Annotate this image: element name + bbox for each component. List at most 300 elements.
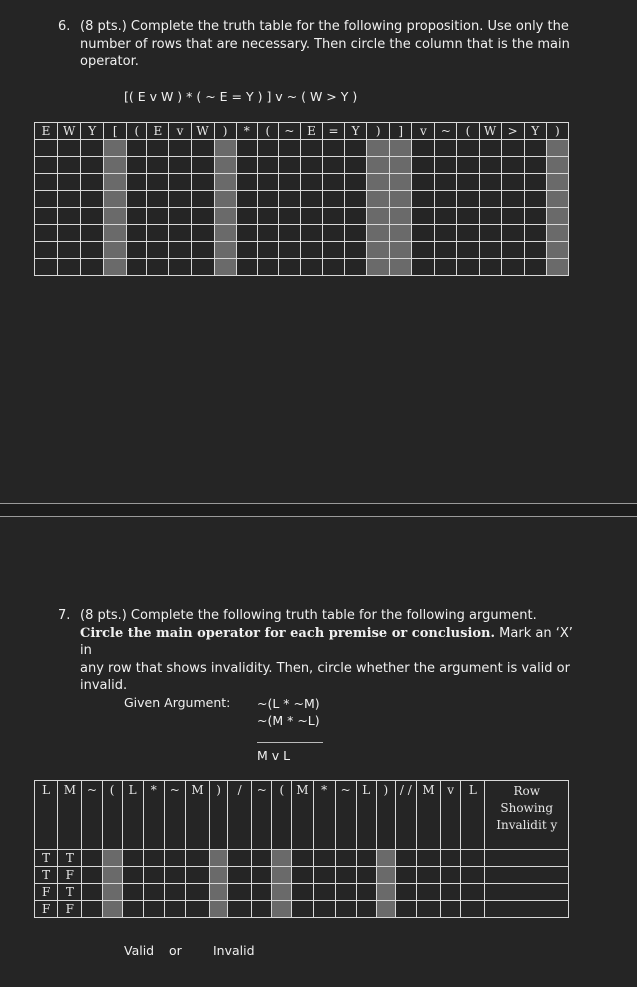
q6-cell[interactable] [214,208,236,225]
q7-cell[interactable] [292,867,313,884]
q6-cell[interactable] [81,191,104,208]
q7-cell[interactable] [395,884,416,901]
q7-header-cell: M [58,781,82,850]
q6-cell[interactable] [191,225,214,242]
q6-cell[interactable] [169,157,191,174]
q6-cell[interactable] [524,140,546,157]
q6-cell[interactable] [501,242,524,259]
q6-cell[interactable] [278,140,300,157]
q6-cell[interactable] [345,191,367,208]
q6-cell[interactable] [457,157,479,174]
q7-cell[interactable] [252,867,272,884]
q7-cell[interactable] [461,884,485,901]
q6-cell[interactable] [257,259,278,276]
q6-cell[interactable] [257,208,278,225]
q6-cell[interactable] [191,259,214,276]
q6-cell[interactable] [345,259,367,276]
q6-cell[interactable] [257,191,278,208]
q6-cell[interactable] [412,225,435,242]
q6-cell[interactable] [524,259,546,276]
q7-cell[interactable] [82,901,102,918]
q6-cell[interactable] [501,208,524,225]
q6-cell[interactable] [127,242,147,259]
q6-cell[interactable] [524,208,546,225]
q6-cell[interactable] [546,259,568,276]
q6-cell[interactable] [169,191,191,208]
q6-cell[interactable] [214,242,236,259]
q7-cell[interactable] [335,850,356,867]
q7-cell[interactable] [416,867,440,884]
q7-cell[interactable] [416,901,440,918]
q6-cell[interactable] [390,259,412,276]
q6-cell[interactable] [546,208,568,225]
q6-cell[interactable] [81,157,104,174]
q7-cell[interactable] [82,850,102,867]
q7-cell[interactable] [210,884,228,901]
q6-cell[interactable] [479,174,501,191]
q6-cell[interactable] [412,140,435,157]
q6-cell[interactable] [546,242,568,259]
q6-cell[interactable] [412,208,435,225]
q7-cell[interactable] [228,884,252,901]
q7-cell[interactable] [82,867,102,884]
q6-cell[interactable] [58,140,81,157]
q7-header-cell: * [143,781,164,850]
q6-cell[interactable] [300,225,322,242]
q6-cell[interactable] [546,174,568,191]
q6-cell[interactable] [546,157,568,174]
q6-cell[interactable] [367,242,390,259]
q6-cell[interactable] [169,208,191,225]
q6-cell[interactable] [127,174,147,191]
q6-cell[interactable] [300,191,322,208]
q7-cell[interactable] [210,867,228,884]
q6-cell[interactable] [435,174,457,191]
q7-invalid-mark-cell[interactable] [485,901,569,918]
q6-cell[interactable] [104,225,127,242]
q7-cell[interactable] [356,901,376,918]
q6-cell[interactable] [435,140,457,157]
q6-cell[interactable] [457,140,479,157]
conclusion-line [257,742,323,743]
q7-cell[interactable] [252,850,272,867]
q7-line2 [80,625,580,660]
q6-cell[interactable] [169,140,191,157]
q6-number: 6. [58,19,71,34]
valid-option[interactable]: Valid [124,943,155,958]
q6-cell[interactable] [412,157,435,174]
q6-cell[interactable] [367,191,390,208]
q6-cell[interactable] [300,157,322,174]
q6-cell[interactable] [457,259,479,276]
q6-cell[interactable] [147,242,169,259]
q6-cell[interactable] [501,259,524,276]
q6-cell[interactable] [435,157,457,174]
q7-cell[interactable] [356,867,376,884]
q7-cell[interactable] [185,901,209,918]
q7-cell[interactable] [143,867,164,884]
conclusion: M v L [257,748,291,763]
q7-cell[interactable] [102,884,122,901]
q6-cell[interactable] [191,174,214,191]
q7-cell[interactable] [228,850,252,867]
q6-cell[interactable] [546,140,568,157]
q7-cell[interactable] [210,850,228,867]
q6-cell[interactable] [127,259,147,276]
q6-cell[interactable] [479,140,501,157]
q6-cell[interactable] [257,242,278,259]
premise-1: ~(L * ~M) [257,696,320,711]
q6-cell[interactable] [345,174,367,191]
q6-cell[interactable] [479,242,501,259]
q6-cell[interactable] [35,242,58,259]
q7-cell[interactable] [164,867,185,884]
q6-cell[interactable] [147,140,169,157]
q6-cell[interactable] [390,157,412,174]
q6-cell[interactable] [278,191,300,208]
q6-cell[interactable] [147,157,169,174]
q6-cell[interactable] [457,174,479,191]
q6-cell[interactable] [169,242,191,259]
q7-cell[interactable] [272,901,292,918]
q6-cell[interactable] [58,191,81,208]
q6-cell[interactable] [300,259,322,276]
q6-cell[interactable] [323,259,345,276]
q6-cell[interactable] [278,208,300,225]
q6-cell[interactable] [524,225,546,242]
q6-cell[interactable] [323,157,345,174]
q7-cell[interactable] [122,850,143,867]
q6-line1: (8 pts.) Complete the truth table for the following proposition. Use only the [80,19,569,34]
q6-cell[interactable] [191,208,214,225]
q6-cell[interactable] [435,242,457,259]
q6-cell[interactable] [236,140,257,157]
q6-cell[interactable] [457,225,479,242]
q7-cell[interactable] [335,867,356,884]
q7-table-row [35,850,569,867]
q7-cell[interactable] [292,850,313,867]
q6-header-cell: * [236,123,257,140]
q6-cell[interactable] [457,208,479,225]
q6-cell[interactable] [81,140,104,157]
q6-cell[interactable] [345,140,367,157]
q6-cell[interactable] [127,225,147,242]
q6-header-cell: v [169,123,191,140]
q6-cell[interactable] [278,242,300,259]
q6-cell[interactable] [147,208,169,225]
q7-invalid-mark-cell[interactable] [485,850,569,867]
q6-cell[interactable] [524,157,546,174]
q7-cell[interactable] [356,884,376,901]
q7-cell[interactable] [376,901,395,918]
q7-invalid-mark-cell[interactable] [485,884,569,901]
q6-cell[interactable] [169,225,191,242]
q6-cell[interactable] [323,208,345,225]
q7-cell[interactable] [335,884,356,901]
q7-cell[interactable] [313,901,335,918]
q6-cell[interactable] [479,259,501,276]
q6-cell[interactable] [390,174,412,191]
q6-cell[interactable] [435,225,457,242]
q6-cell[interactable] [479,225,501,242]
q6-cell[interactable] [81,208,104,225]
q6-cell[interactable] [127,208,147,225]
q6-cell[interactable] [58,242,81,259]
q6-cell[interactable] [214,157,236,174]
q7-header-cell: L [461,781,485,850]
q7-cell[interactable] [228,867,252,884]
q6-cell[interactable] [147,259,169,276]
q7-cell[interactable] [143,850,164,867]
q6-cell[interactable] [367,259,390,276]
q6-cell[interactable] [214,174,236,191]
q7-cell[interactable] [102,867,122,884]
q6-cell[interactable] [35,208,58,225]
q7-cell[interactable] [272,850,292,867]
q7-header-cell: ~ [82,781,102,850]
q6-cell[interactable] [300,174,322,191]
q6-cell[interactable] [524,242,546,259]
q6-cell[interactable] [524,191,546,208]
q6-cell[interactable] [390,208,412,225]
q6-cell[interactable] [345,242,367,259]
q6-cell[interactable] [58,174,81,191]
q6-cell[interactable] [367,208,390,225]
q6-cell[interactable] [390,140,412,157]
q6-cell[interactable] [35,259,58,276]
q6-cell[interactable] [257,157,278,174]
q6-cell[interactable] [323,140,345,157]
q7-cell[interactable] [122,901,143,918]
q6-cell[interactable] [58,208,81,225]
q6-cell[interactable] [35,174,58,191]
q6-cell[interactable] [479,157,501,174]
q7-cell[interactable] [122,867,143,884]
q7-cell[interactable] [441,901,461,918]
q6-cell[interactable] [35,191,58,208]
q7-cell[interactable] [416,850,440,867]
q7-cell[interactable] [376,867,395,884]
q6-cell[interactable] [345,208,367,225]
q7-cell[interactable] [461,901,485,918]
q6-cell[interactable] [104,140,127,157]
q6-cell[interactable] [435,208,457,225]
q6-cell[interactable] [524,174,546,191]
q6-cell[interactable] [58,157,81,174]
q7-invalid-mark-cell[interactable] [485,867,569,884]
q6-cell[interactable] [367,140,390,157]
q6-cell[interactable] [278,259,300,276]
q7-cell[interactable] [164,850,185,867]
q6-cell[interactable] [501,174,524,191]
q7-cell[interactable] [102,901,122,918]
q6-cell[interactable] [35,225,58,242]
q6-cell[interactable] [546,225,568,242]
q6-cell[interactable] [81,242,104,259]
q6-cell[interactable] [501,225,524,242]
q6-cell[interactable] [147,191,169,208]
q7-cell[interactable] [461,850,485,867]
q7-cell[interactable] [395,850,416,867]
q7-cell[interactable] [272,884,292,901]
q6-cell[interactable] [278,225,300,242]
q6-cell[interactable] [479,191,501,208]
q6-cell[interactable] [367,174,390,191]
q6-cell[interactable] [546,191,568,208]
q7-cell[interactable] [292,884,313,901]
q7-cell[interactable] [335,901,356,918]
q7-cell[interactable] [228,901,252,918]
q6-cell[interactable] [104,157,127,174]
q6-cell[interactable] [104,191,127,208]
q6-cell[interactable] [81,174,104,191]
q6-cell[interactable] [257,140,278,157]
q6-cell[interactable] [457,191,479,208]
q6-cell[interactable] [435,191,457,208]
q6-cell[interactable] [412,191,435,208]
q7-cell[interactable] [313,850,335,867]
q7-cell[interactable] [102,850,122,867]
q6-cell[interactable] [390,242,412,259]
q6-cell[interactable] [104,174,127,191]
q7-number: 7. [58,608,71,623]
q7-cell[interactable] [164,884,185,901]
q7-prompt [58,607,580,695]
q6-cell[interactable] [127,140,147,157]
q6-header-cell: ) [546,123,568,140]
q6-cell[interactable] [191,242,214,259]
q6-cell[interactable] [236,242,257,259]
q6-cell[interactable] [127,191,147,208]
q7-cell[interactable] [356,850,376,867]
q6-cell[interactable] [367,157,390,174]
q6-cell[interactable] [191,191,214,208]
invalid-option[interactable]: Invalid [213,943,255,958]
q7-header-cell: ) [376,781,395,850]
q7-cell[interactable] [395,901,416,918]
q6-cell[interactable] [214,191,236,208]
q6-cell[interactable] [323,242,345,259]
q7-cell[interactable] [313,867,335,884]
q7-cell[interactable] [441,867,461,884]
q7-cell[interactable] [252,901,272,918]
premise-2: ~(M * ~L) [257,713,320,728]
q6-cell[interactable] [412,242,435,259]
q6-cell[interactable] [104,242,127,259]
q6-cell[interactable] [35,140,58,157]
q6-cell[interactable] [169,174,191,191]
q6-cell[interactable] [191,157,214,174]
q7-cell[interactable] [122,884,143,901]
q7-cell[interactable] [461,867,485,884]
q6-cell[interactable] [236,157,257,174]
q7-cell[interactable] [143,884,164,901]
q6-header-cell: ( [127,123,147,140]
q6-cell[interactable] [278,174,300,191]
q6-cell[interactable] [390,191,412,208]
q6-cell[interactable] [300,140,322,157]
q6-cell[interactable] [236,225,257,242]
q6-cell[interactable] [323,174,345,191]
q7-cell[interactable] [376,884,395,901]
q7-cell[interactable] [441,850,461,867]
q7-cell[interactable] [185,884,209,901]
q6-cell[interactable] [300,242,322,259]
q6-cell[interactable] [81,259,104,276]
q6-cell[interactable] [81,225,104,242]
q7-line1: (8 pts.) Complete the following truth table for the following argument. [80,608,537,623]
q6-cell[interactable] [127,157,147,174]
q6-cell[interactable] [236,259,257,276]
q6-cell[interactable] [35,157,58,174]
q7-header-cell: M [416,781,440,850]
q7-cell[interactable] [82,884,102,901]
q7-cell[interactable] [252,884,272,901]
q6-cell[interactable] [257,174,278,191]
q6-header-cell: W [479,123,501,140]
q7-cell[interactable] [441,884,461,901]
q6-cell[interactable] [169,259,191,276]
q6-cell[interactable] [58,225,81,242]
q7-cell[interactable] [210,901,228,918]
q6-cell[interactable] [412,259,435,276]
q6-cell[interactable] [147,174,169,191]
q7-cell[interactable] [164,901,185,918]
q7-cell[interactable] [143,901,164,918]
q6-cell[interactable] [191,140,214,157]
q7-cell[interactable] [416,884,440,901]
q6-cell[interactable] [435,259,457,276]
q7-cell[interactable] [376,850,395,867]
q6-cell[interactable] [236,191,257,208]
q6-cell[interactable] [501,157,524,174]
q6-cell[interactable] [214,140,236,157]
q7-header-cell: Row Showing Invalidit y [485,781,569,850]
q6-cell[interactable] [236,174,257,191]
q6-cell[interactable] [58,259,81,276]
q6-cell[interactable] [412,174,435,191]
q6-table-row [35,191,569,208]
q6-cell[interactable] [501,140,524,157]
q6-header-cell: = [323,123,345,140]
q7-cell[interactable] [185,867,209,884]
q6-cell[interactable] [501,191,524,208]
q6-cell[interactable] [390,225,412,242]
q6-cell[interactable] [236,208,257,225]
q6-cell[interactable] [257,225,278,242]
q6-cell[interactable] [345,157,367,174]
q6-header-cell: E [300,123,322,140]
q6-cell[interactable] [323,225,345,242]
q6-cell[interactable] [214,259,236,276]
q7-cell[interactable] [292,901,313,918]
q6-cell[interactable] [323,191,345,208]
q7-cell[interactable] [272,867,292,884]
q6-cell[interactable] [479,208,501,225]
q6-cell[interactable] [457,242,479,259]
q7-cell[interactable] [313,884,335,901]
q6-cell[interactable] [104,208,127,225]
q6-cell[interactable] [367,225,390,242]
q6-cell[interactable] [214,225,236,242]
q6-cell[interactable] [300,208,322,225]
q6-cell[interactable] [278,157,300,174]
q6-cell[interactable] [104,259,127,276]
q7-cell[interactable] [185,850,209,867]
q6-cell[interactable] [147,225,169,242]
q6-cell[interactable] [345,225,367,242]
q7-cell[interactable] [395,867,416,884]
